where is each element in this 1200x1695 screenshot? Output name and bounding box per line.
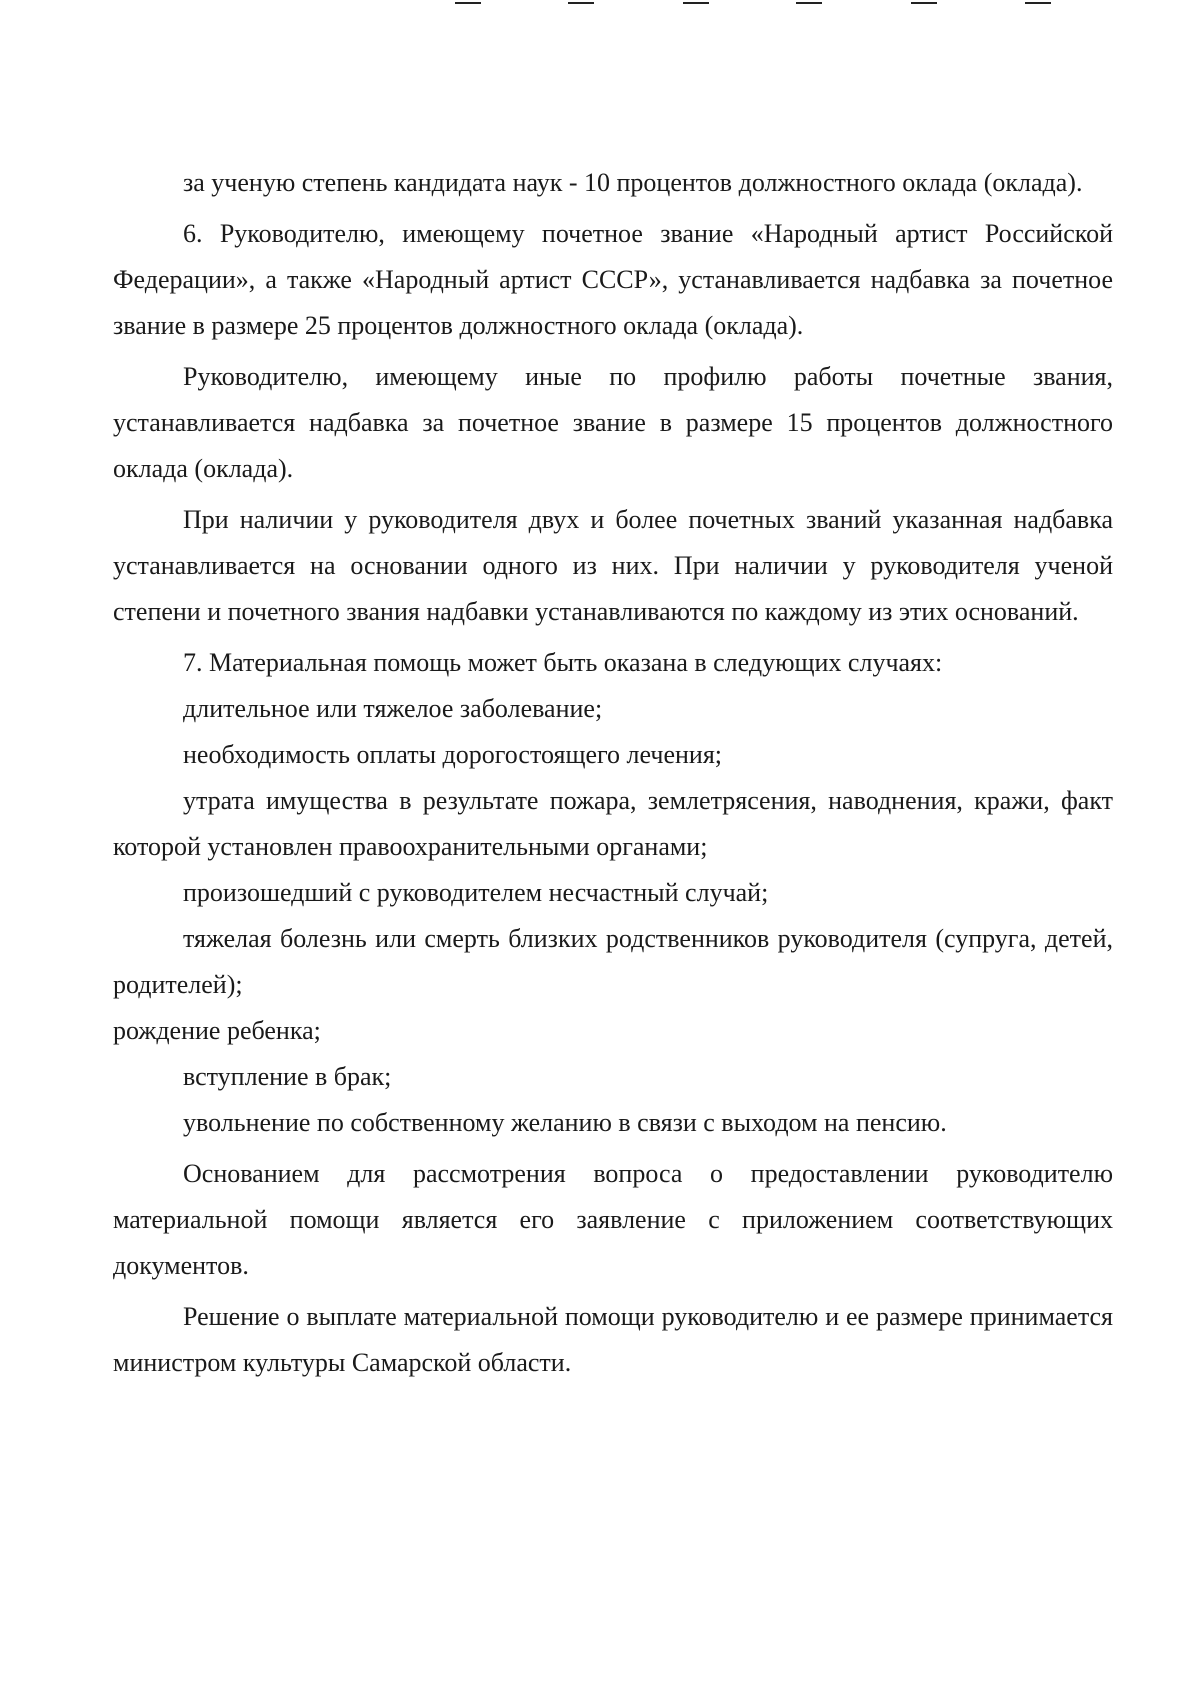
list-item-property-loss: утрата имущества в результате пожара, землетрясения, наводнения, кражи, факт которой установлен правоохранительными органами; (113, 786, 1113, 861)
paragraph-academic-degree: за ученую степень кандидата наук - 10 процентов должностного оклада (оклада). (183, 168, 1083, 197)
list-item-illness: длительное или тяжелое заболевание; (183, 694, 603, 723)
paragraph-other-titles: Руководителю, имеющему иные по профилю работы почетные звания, устанавливается надбавка за почетное звание в размере 15 процентов должностного оклада (оклада). (113, 362, 1113, 483)
page-edge-mark (683, 2, 709, 4)
list-item-treatment: необходимость оплаты дорогостоящего лечения; (183, 740, 723, 769)
list-item-relatives: тяжелая болезнь или смерть близких родственников руководителя (супруга, детей, родителей); (113, 924, 1113, 999)
page-edge-mark (796, 2, 822, 4)
list-item-marriage: вступление в брак; (183, 1062, 392, 1091)
paragraph-basis: Основанием для рассмотрения вопроса о предоставлении руководителю материальной помощи является его заявление с приложением соответствующих документов. (113, 1159, 1113, 1280)
paragraph-item-6: 6. Руководителю, имеющему почетное звание «Народный артист Российской Федерации», а также «Народный артист СССР», устанавливается надбавка за почетное звание в размере 25 процентов должностного оклада (оклада). (113, 219, 1113, 340)
paragraph-item-7: 7. Материальная помощь может быть оказана в следующих случаях: (183, 648, 943, 677)
list-item-retirement: увольнение по собственному желанию в связи с выходом на пенсию. (183, 1108, 947, 1137)
list-item-accident: произошедший с руководителем несчастный случай; (183, 878, 769, 907)
paragraph-multiple-titles: При наличии у руководителя двух и более почетных званий указанная надбавка устанавливается на основании одного из них. При наличии у руководителя ученой степени и почетного звания надбавки устанавливаются по каждому из этих оснований. (113, 505, 1113, 626)
top-edge-marks (0, 0, 1200, 10)
document-body (113, 160, 1113, 1386)
page-edge-mark (911, 2, 937, 4)
page-edge-mark (568, 2, 594, 4)
list-item-childbirth: рождение ребенка; (113, 1016, 321, 1045)
paragraph-decision: Решение о выплате материальной помощи руководителю и ее размере принимается министром культуры Самарской области. (113, 1302, 1113, 1377)
page-edge-mark (455, 2, 481, 4)
page-edge-mark (1025, 2, 1051, 4)
